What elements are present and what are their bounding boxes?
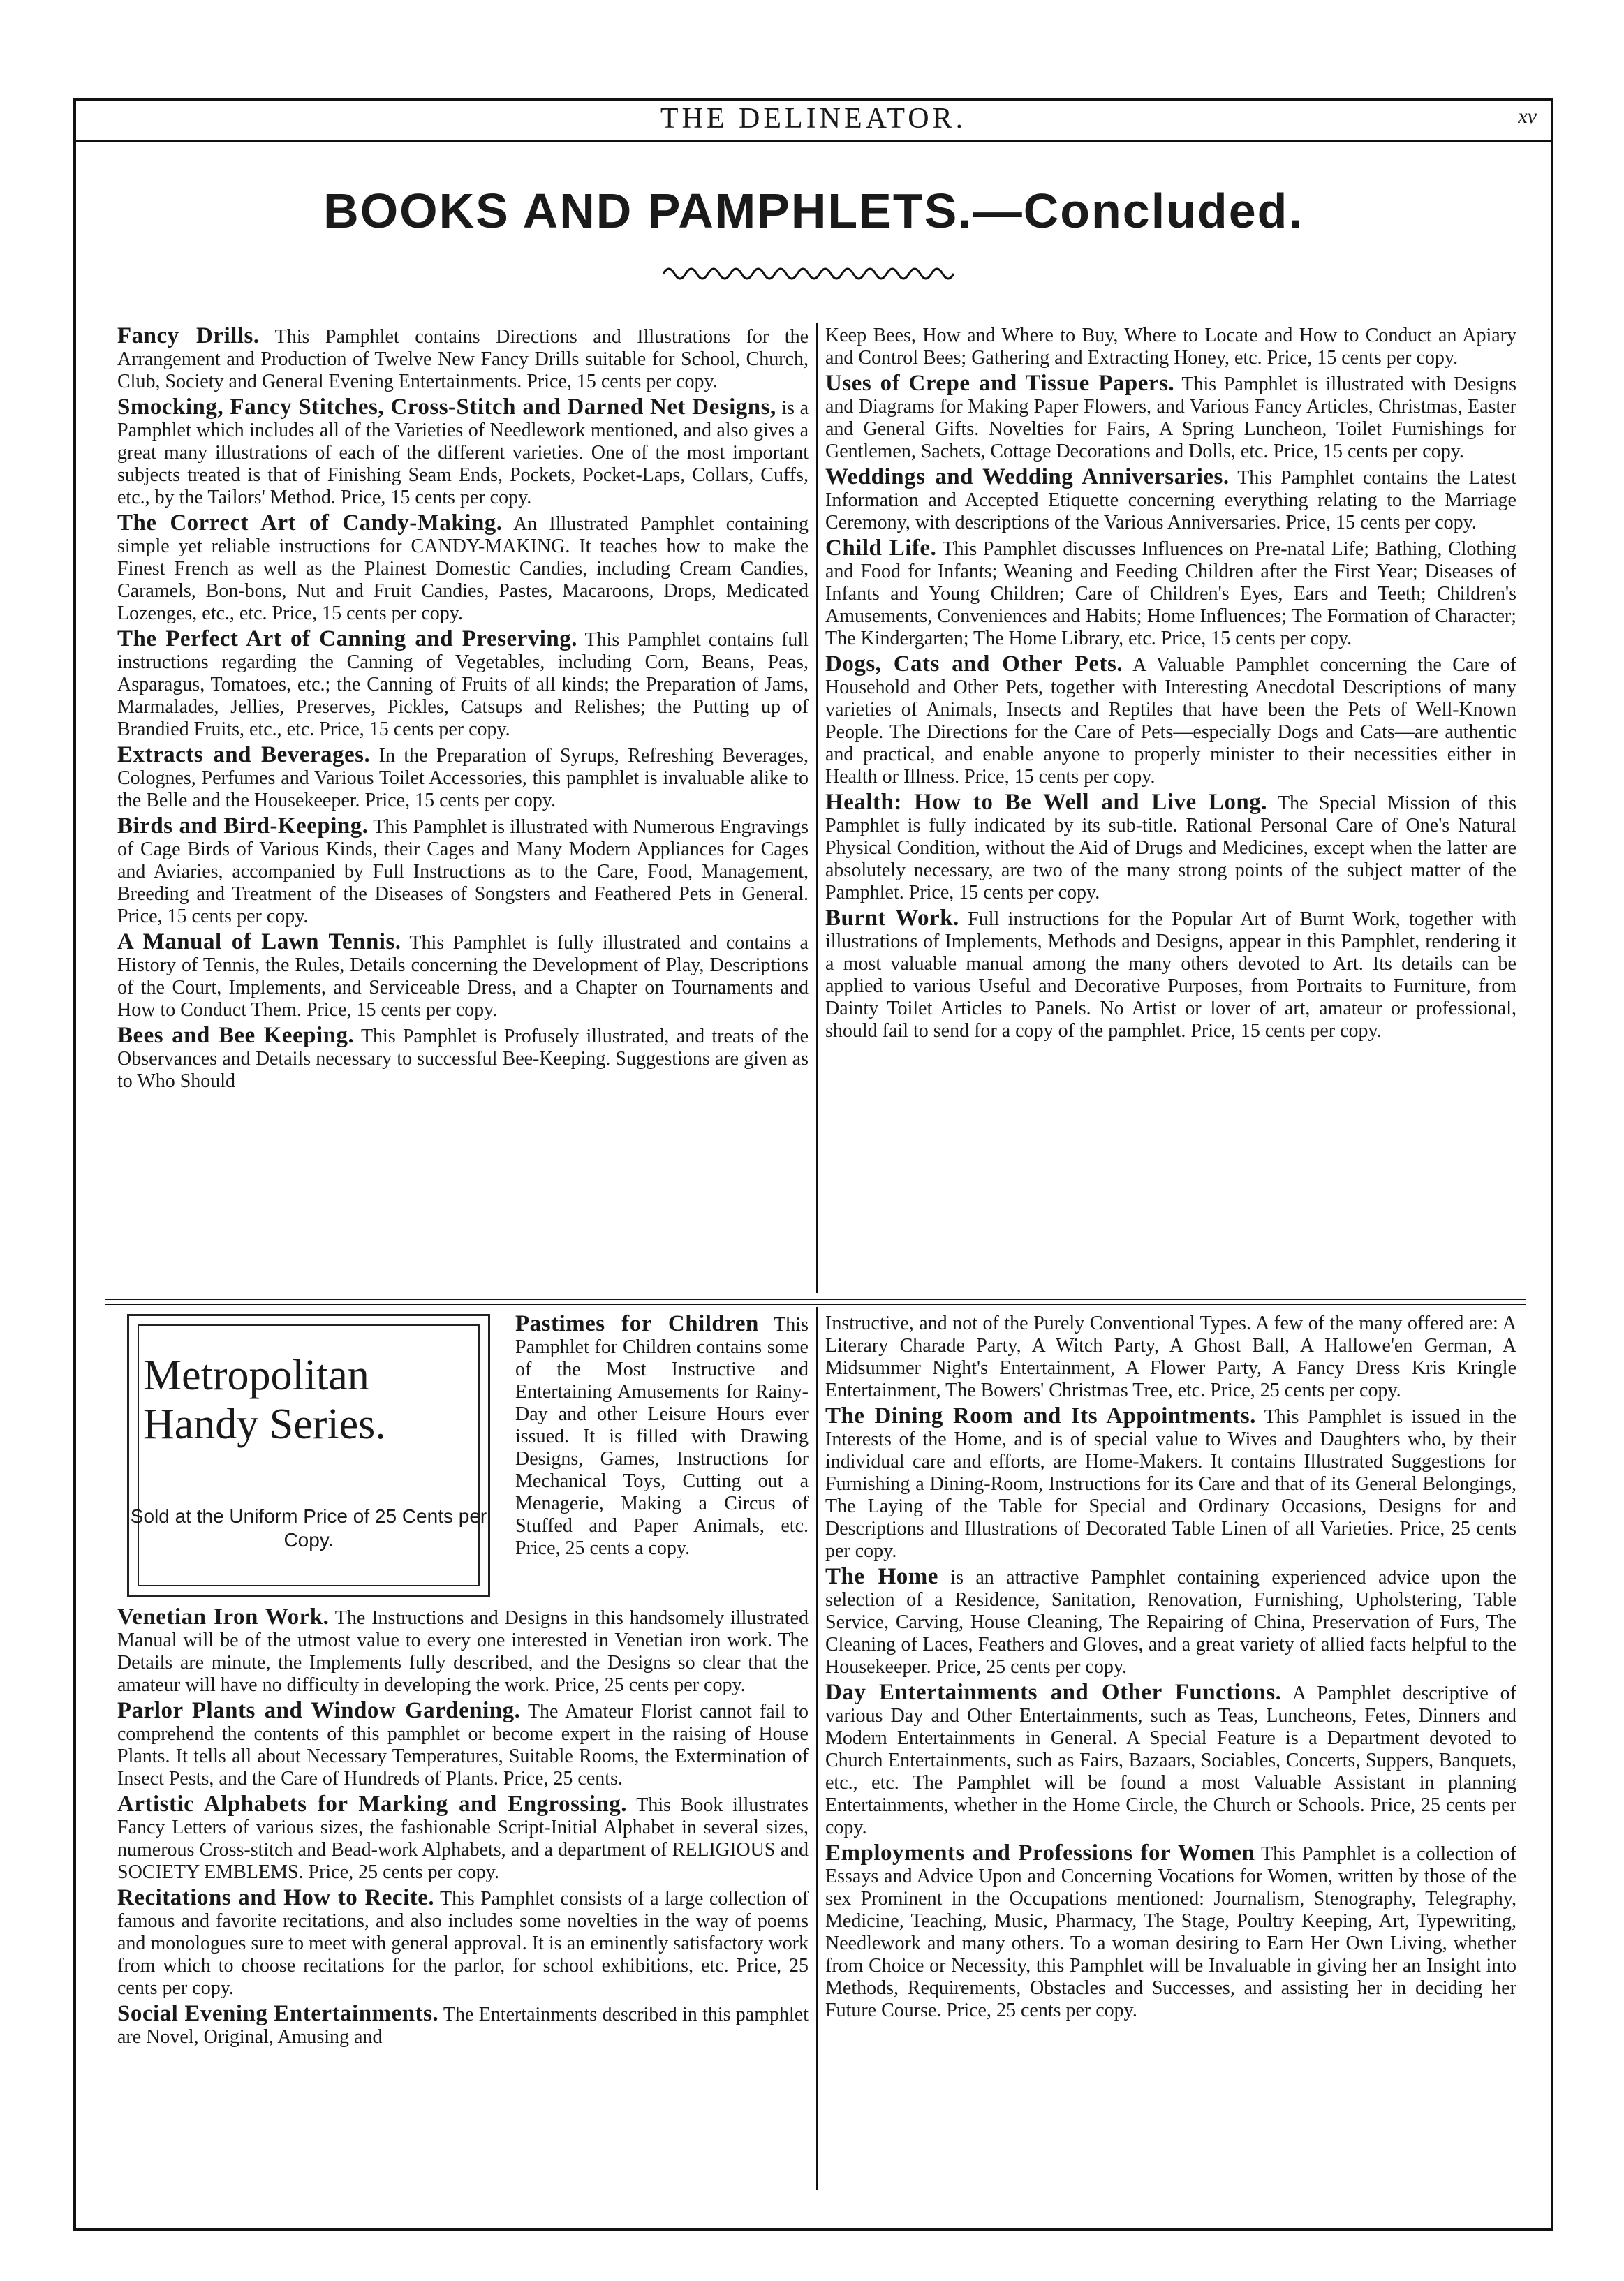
page-number: xv	[1518, 105, 1537, 128]
entry-parlor-plants: Parlor Plants and Window Gardening. The Amateur Florist cannot fail to comprehend the contents of this pamphlet or become expert in the raising of House Plants. It tells all about Necessary Temperatures, Suitable Rooms, the Extermination of Insect Pests, and the Care of Hundreds of Plants. Price, 25 cents.	[117, 1698, 809, 1789]
entry-day-entertainments: Day Entertainments and Other Functions. A Pamphlet descriptive of various Day and Other Entertainments, such as Teas, Luncheons, Fetes, Dinners and Modern Entertainments in General. A Special Feature is a Department devoted to Church Entertainments, such as Fairs, Bazaars, Sociables, Concerts, Suppers, Banquets, etc., etc. The Pamphlet will be found a most Valuable Assistant in planning Entertainments, whether in the Home Circle, the Church or Schools. Price, 25 cents per copy.	[825, 1680, 1516, 1838]
column-divider	[816, 323, 818, 1293]
box-subtitle: Sold at the Uniform Price of 25 Cents per Copy.	[130, 1505, 487, 1551]
entry-lawn-tennis: A Manual of Lawn Tennis. This Pamphlet is fully illustrated and contains a History of Tennis, the Rules, Details concerning the Development of Play, Descriptions of the Court, Implements, and Serviceable Dress, and a Chapter on Tournaments and How to Conduct Them. Price, 15 cents per copy.	[117, 929, 809, 1021]
page-title: BOOKS AND PAMPHLETS.—Concluded.	[323, 184, 1304, 238]
entry-dining-room: The Dining Room and Its Appointments. This Pamphlet is issued in the Interests of the Home, and is of special value to Wives and Daughters who, by their individual care and efforts, are Home-Makers. It contains Illustrated Suggestions for Furnishing a Dining-Room, Instructions for its Care and that of its General Belongings, The Laying of the Table for Special and Ordinary Occasions, Designs for and Descriptions and Illustrations of Decorated Table Linen of all Varieties. Price, 25 cents per copy.	[825, 1403, 1516, 1562]
entry-fancy-drills: Fancy Drills. This Pamphlet contains Directions and Illustrations for the Arrangement and Production of Twelve New Fancy Drills suitable for School, Church, Club, Society and General Evening Entertainments. Price, 15 cents per copy.	[117, 323, 809, 392]
entry-health: Health: How to Be Well and Live Long. The Special Mission of this Pamphlet is fully indicated by its sub-title. Rational Personal Care of One's Natural Physical Condition, without the Aid of Drugs and Medicines, except when the latter are absolutely necessary, are two of the many strong points of the subject matter of the Pamphlet. Price, 15 cents per copy.	[825, 790, 1516, 903]
entry-bees-continued: Keep Bees, How and Where to Buy, Where to Locate and How to Conduct an Apiary and Control Bees; Gathering and Extracting Honey, etc. Price, 15 cents per copy.	[825, 325, 1516, 369]
entry-alphabets: Artistic Alphabets for Marking and Engrossing. This Book illustrates Fancy Letters of various sizes, the fashionable Script-Initial Alphabet in several sizes, numerous Cross-stitch and Bead-work Alphabets, and a department of RELIGIOUS and SOCIETY EMBLEMS. Price, 25 cents per copy.	[117, 1792, 809, 1883]
column-divider-lower	[816, 1307, 818, 2190]
column-top-right	[825, 325, 1516, 1045]
wave-ornament-icon	[663, 260, 964, 283]
column-top-left	[117, 325, 809, 1095]
column-pastimes	[515, 1313, 809, 1563]
running-head	[73, 98, 1553, 142]
journal-title: THE DELINEATOR.	[660, 103, 967, 135]
entry-bees: Bees and Bee Keeping. This Pamphlet is Profusely illustrated, and treats of the Observances and Details necessary to successful Bee-Keeping. Suggestions are given as to Who Should	[117, 1023, 809, 1092]
column-bottom-right	[825, 1313, 1516, 2025]
entry-weddings: Weddings and Wedding Anniversaries. This Pamphlet contains the Latest Information and Accepted Etiquette concerning everything relating to the Marriage Ceremony, with descriptions of the Various Anniversaries. Price, 15 cents per copy.	[825, 464, 1516, 533]
entry-candy-making: The Correct Art of Candy-Making. An Illustrated Pamphlet containing simple yet reliable instructions for CANDY-MAKING. It teaches how to make the Finest French as well as the Plainest Domestic Candies, including Cream Candies, Caramels, Bon-bons, Nut and Fruit Candies, Pastes, Macaroons, Drops, Medicated Lozenges, etc., etc. Price, 15 cents per copy.	[117, 510, 809, 624]
entry-birds: Birds and Bird-Keeping. This Pamphlet is illustrated with Numerous Engravings of Cage Birds of Various Kinds, their Cages and Many Modern Appliances for Cages and Aviaries, accompanied by Full Instructions as to the Care, Food, Management, Breeding and Treatment of the Diseases of Songsters and Feathered Pets in General. Price, 15 cents per copy.	[117, 813, 809, 927]
entry-pastimes: Pastimes for Children This Pamphlet for Children contains some of the Most Instructive and Entertaining Amusements for Rainy-Day and other Leisure Hours ever issued. It is filled with Drawing Designs, Games, Instructions for Mechanical Toys, Cutting out a Menagerie, Making a Circus of Stuffed and Paper Animals, etc. Price, 25 cents a copy.	[515, 1311, 809, 1559]
section-divider	[105, 1299, 1526, 1305]
entry-the-home: The Home is an attractive Pamphlet containing experienced advice upon the selection of a Residence, Sanitation, Renovation, Furnishing, Upholstering, Table Service, Carving, House Cleaning, The Repairing of China, Preservation of Furs, The Cleaning of Laces, Feathers and Gloves, and a great variety of allied facts helpful to the Housekeeper. Price, 25 cents per copy.	[825, 1564, 1516, 1678]
handy-series-box	[127, 1314, 490, 1597]
entry-canning: The Perfect Art of Canning and Preserving. This Pamphlet contains full instructions regarding the Canning of Vegetables, including Corn, Beans, Peas, Asparagus, Tomatoes, etc.; the Canning of Fruits of all kinds; the Preparation of Jams, Marmalades, Jellies, Preserves, Pickles, Catsups and Relishes; the Putting up of Brandied Fruits, etc., etc. Price, 15 cents per copy.	[117, 626, 809, 740]
entry-employments: Employments and Professions for Women This Pamphlet is a collection of Essays and Advice Upon and Concerning Vocations for Women, written by those of the sex Prominent in the Occupations mentioned: Journalism, Stenography, Telegraphy, Medicine, Teaching, Music, Pharmacy, The Stage, Poultry Keeping, Art, Typewriting, Needlework and many others. To a woman desiring to Earn Her Own Living, whether from Choice or Necessity, this Pamphlet will be Invaluable in giving her an Insight into Methods, Requirements, Obstacles and Successes, and assisting her in deciding her Future Course. Price, 25 cents per copy.	[825, 1840, 1516, 2021]
entry-burnt-work: Burnt Work. Full instructions for the Popular Art of Burnt Work, together with illustrations of Implements, Methods and Designs, appear in this Pamphlet, rendering it a most valuable manual among the many others devoted to Art. Its details can be applied to various Useful and Decorative Purposes, from Portraits to Furniture, from Dainty Toilet Articles to Panels. No Artist or lover of art, amateur or professional, should fail to send for a copy of the pamphlet. Price, 15 cents per copy.	[825, 906, 1517, 1042]
entry-child-life: Child Life. This Pamphlet discusses Influences on Pre-natal Life; Bathing, Clothing and Food for Infants; Weaning and Feeding Children after the First Year; Diseases of Infants and Young Children; Care of Children's Eyes, Ears and Teeth; Children's Amusements, Conveniences and Habits; Home Influences; The Formation of Character; The Kindergarten; The Home Library, etc. Price, 15 cents per copy.	[825, 536, 1516, 649]
entry-social-evening-continued: Instructive, and not of the Purely Conventional Types. A few of the many offered are: A Literary Charade Party, A Witch Party, A Ghost Ball, A Hallowe'en German, A Midsummer Night's Entertainment, A Flower Party, A Fancy Dress Kris Kringle Entertainment, The Bowers' Christmas Tree, etc. Price, 25 cents per copy.	[825, 1313, 1516, 1401]
entry-venetian-iron: Venetian Iron Work. The Instructions and Designs in this handsomely illustrated Manual will be of the utmost value to every one interested in Venetian iron work. The Details are minute, the Implements fully described, and the Designs so clear that the amateur will have no difficulty in developing the work. Price, 25 cents per copy.	[117, 1604, 809, 1696]
entry-crepe-papers: Uses of Crepe and Tissue Papers. This Pamphlet is illustrated with Designs and Diagrams for Making Paper Flowers, and Various Fancy Articles, Christmas, Easter and General Gifts. Novelties for Fairs, A Spring Luncheon, Toilet Furnishings for Gentlemen, Sachets, Cottage Decorations and Dolls, etc. Price, 15 cents per copy.	[825, 371, 1517, 462]
column-bottom-left	[117, 1606, 809, 2051]
entry-social-evening: Social Evening Entertainments. The Entertainments described in this pamphlet are Novel, Original, Amusing and	[117, 2001, 809, 2048]
entry-smocking: Smocking, Fancy Stitches, Cross-Stitch and Darned Net Designs, is a Pamphlet which includes all of the Varieties of Needlework mentioned, and also gives a great many illustrations of each of the different varieties. One of the most important subjects treated is that of Finishing Seam Ends, Pockets, Pocket-Laps, Collars, Cuffs, etc., by the Tailors' Method. Price, 15 cents per copy.	[117, 394, 809, 508]
entry-recitations: Recitations and How to Recite. This Pamphlet consists of a large collection of famous and favorite recitations, and also includes some novelties in the way of poems and monologues sure to meet with general approval. It is an eminently satisfactory work from which to choose recitations for the parlor, for school exhibitions, etc. Price, 25 cents per copy.	[117, 1885, 809, 1999]
entry-pets: Dogs, Cats and Other Pets. A Valuable Pamphlet concerning the Care of Household and Other Pets, together with Interesting Anecdotal Descriptions of many varieties of Animals, Insects and Reptiles that have been the Pets of Well-Known People. The Directions for the Care of Pets—especially Dogs and Cats—are authentic and practical, and enable anyone to properly minister to their necessities either in Health or Illness. Price, 15 cents per copy.	[825, 651, 1517, 788]
entry-extracts: Extracts and Beverages. In the Preparation of Syrups, Refreshing Beverages, Colognes, Perfumes and Various Toilet Accessories, this pamphlet is invaluable alike to the Belle and the Housekeeper. Price, 15 cents per copy.	[117, 742, 809, 811]
box-title: Metropolitan Handy Series.	[143, 1352, 386, 1448]
